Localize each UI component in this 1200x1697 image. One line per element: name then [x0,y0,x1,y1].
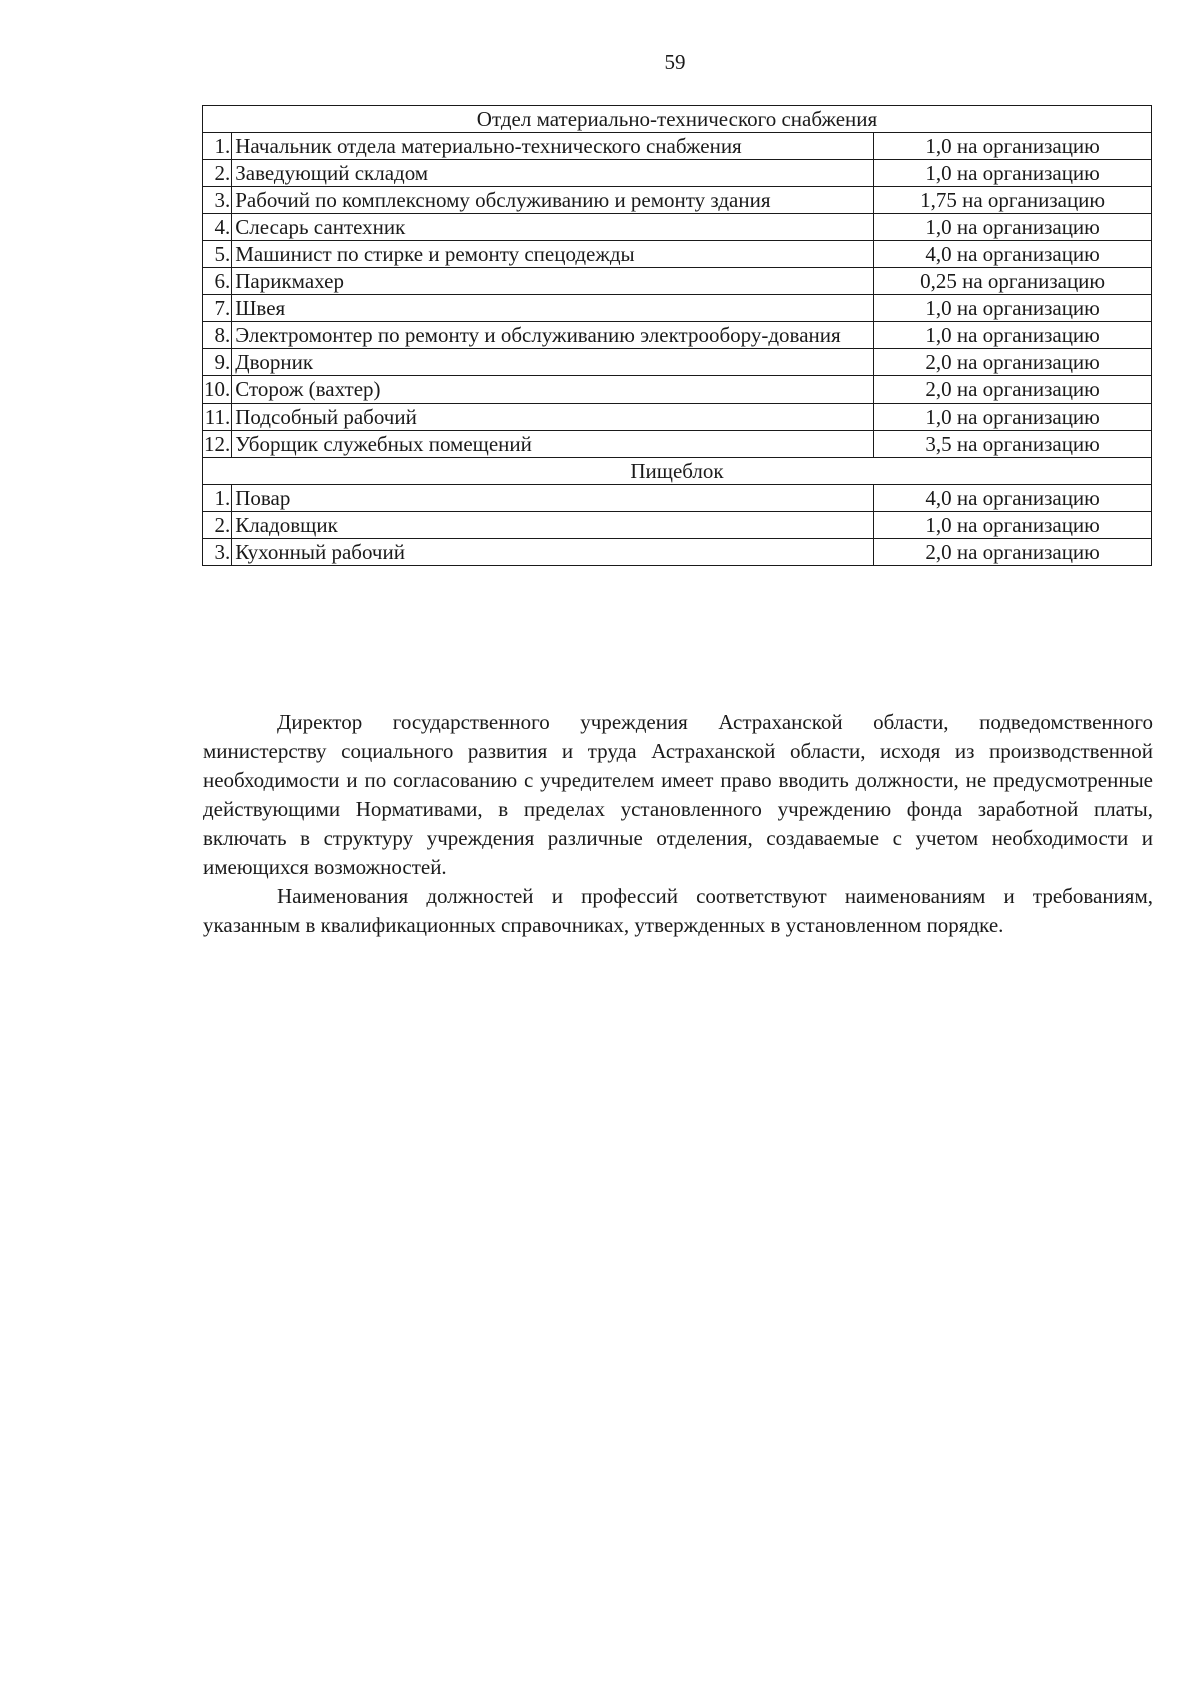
staffing-norm: 0,25 на организацию [874,268,1152,295]
section-header-row [203,106,1152,133]
row-number: 10. [204,377,231,402]
staffing-norm: 2,0 на организацию [874,376,1152,403]
paragraph-position-names: Наименования должностей и профессий соответствуют наименованиям и требованиям, указанным в квалификационных справочниках, утвержденных в установленном порядке. [203,884,1153,937]
page-number: 59 [664,50,686,74]
paragraph-director-rights: Директор государственного учреждения Астраханской области, подведомственного министерству социального развития и труда Астраханской области, исходя из производственной необходимости и по согласованию с учредителем имеет право вводить должности, не предусмотренные действующими Нормативами, в пределах установленного учреждению фонда заработной платы, включать в структуру учреждения различные отделения, создаваемые с учетом необходимости и имеющихся возможностей. [203,710,1153,879]
row-number: 7. [203,295,232,322]
table-row [203,241,1152,268]
row-number: 2. [203,160,232,187]
staffing-norm: 1,0 на организацию [874,214,1152,241]
row-number: 4. [203,214,232,241]
row-number: 6. [203,268,232,295]
section-title: Отдел материально-технического снабжения [203,106,1152,133]
position-name: Рабочий по комплексному обслуживанию и ремонту здания [232,187,874,214]
table-row [203,403,1152,430]
position-name: Уборщик служебных помещений [232,430,874,457]
staffing-norm: 1,0 на организацию [874,403,1152,430]
position-name: Заведующий складом [232,160,874,187]
row-number: 5. [203,241,232,268]
table-row [203,484,1152,511]
position-name: Кухонный рабочий [232,538,874,565]
row-number: 3. [203,187,232,214]
table-row [203,430,1152,457]
row-number: 3. [203,538,232,565]
position-name: Сторож (вахтер) [232,376,874,403]
staffing-norm: 4,0 на организацию [874,241,1152,268]
row-number: 11. [203,403,232,430]
position-name: Электромонтер по ремонту и обслуживанию электрообору-дования [232,322,874,349]
table-row [203,511,1152,538]
table-row [203,349,1152,376]
position-name: Машинист по стирке и ремонту спецодежды [232,241,874,268]
staffing-norm: 3,5 на организацию [874,430,1152,457]
table-row [203,187,1152,214]
position-name: Швея [232,295,874,322]
staffing-norm: 1,0 на организацию [874,511,1152,538]
staffing-norm: 1,0 на организацию [874,133,1152,160]
section-title: Пищеблок [203,457,1152,484]
body-text [203,708,1153,940]
position-name: Подсобный рабочий [232,403,874,430]
table-row [203,376,1152,403]
row-number: 2. [203,511,232,538]
staffing-norm: 2,0 на организацию [874,538,1152,565]
row-number: 1. [203,484,232,511]
table-row [203,538,1152,565]
staffing-norm: 1,0 на организацию [874,322,1152,349]
table-row [203,295,1152,322]
staffing-norm: 4,0 на организацию [874,484,1152,511]
row-number: 8. [203,322,232,349]
position-name: Слесарь сантехник [232,214,874,241]
position-name: Повар [232,484,874,511]
staffing-norm: 1,0 на организацию [874,295,1152,322]
staffing-table [202,105,1152,566]
staffing-norm: 1,75 на организацию [874,187,1152,214]
staffing-norm: 1,0 на организацию [874,160,1152,187]
row-number: 1. [203,133,232,160]
position-name: Начальник отдела материально-технического снабжения [232,133,874,160]
section-header-row [203,457,1152,484]
table-row [203,322,1152,349]
position-name: Дворник [232,349,874,376]
row-number: 12. [204,431,231,456]
row-number: 9. [203,349,232,376]
position-name: Кладовщик [232,511,874,538]
staffing-norm: 2,0 на организацию [874,349,1152,376]
table-row [203,160,1152,187]
position-name: Парикмахер [232,268,874,295]
table-row [203,268,1152,295]
table-row [203,214,1152,241]
table-row [203,133,1152,160]
staffing-table-body [203,106,1152,566]
